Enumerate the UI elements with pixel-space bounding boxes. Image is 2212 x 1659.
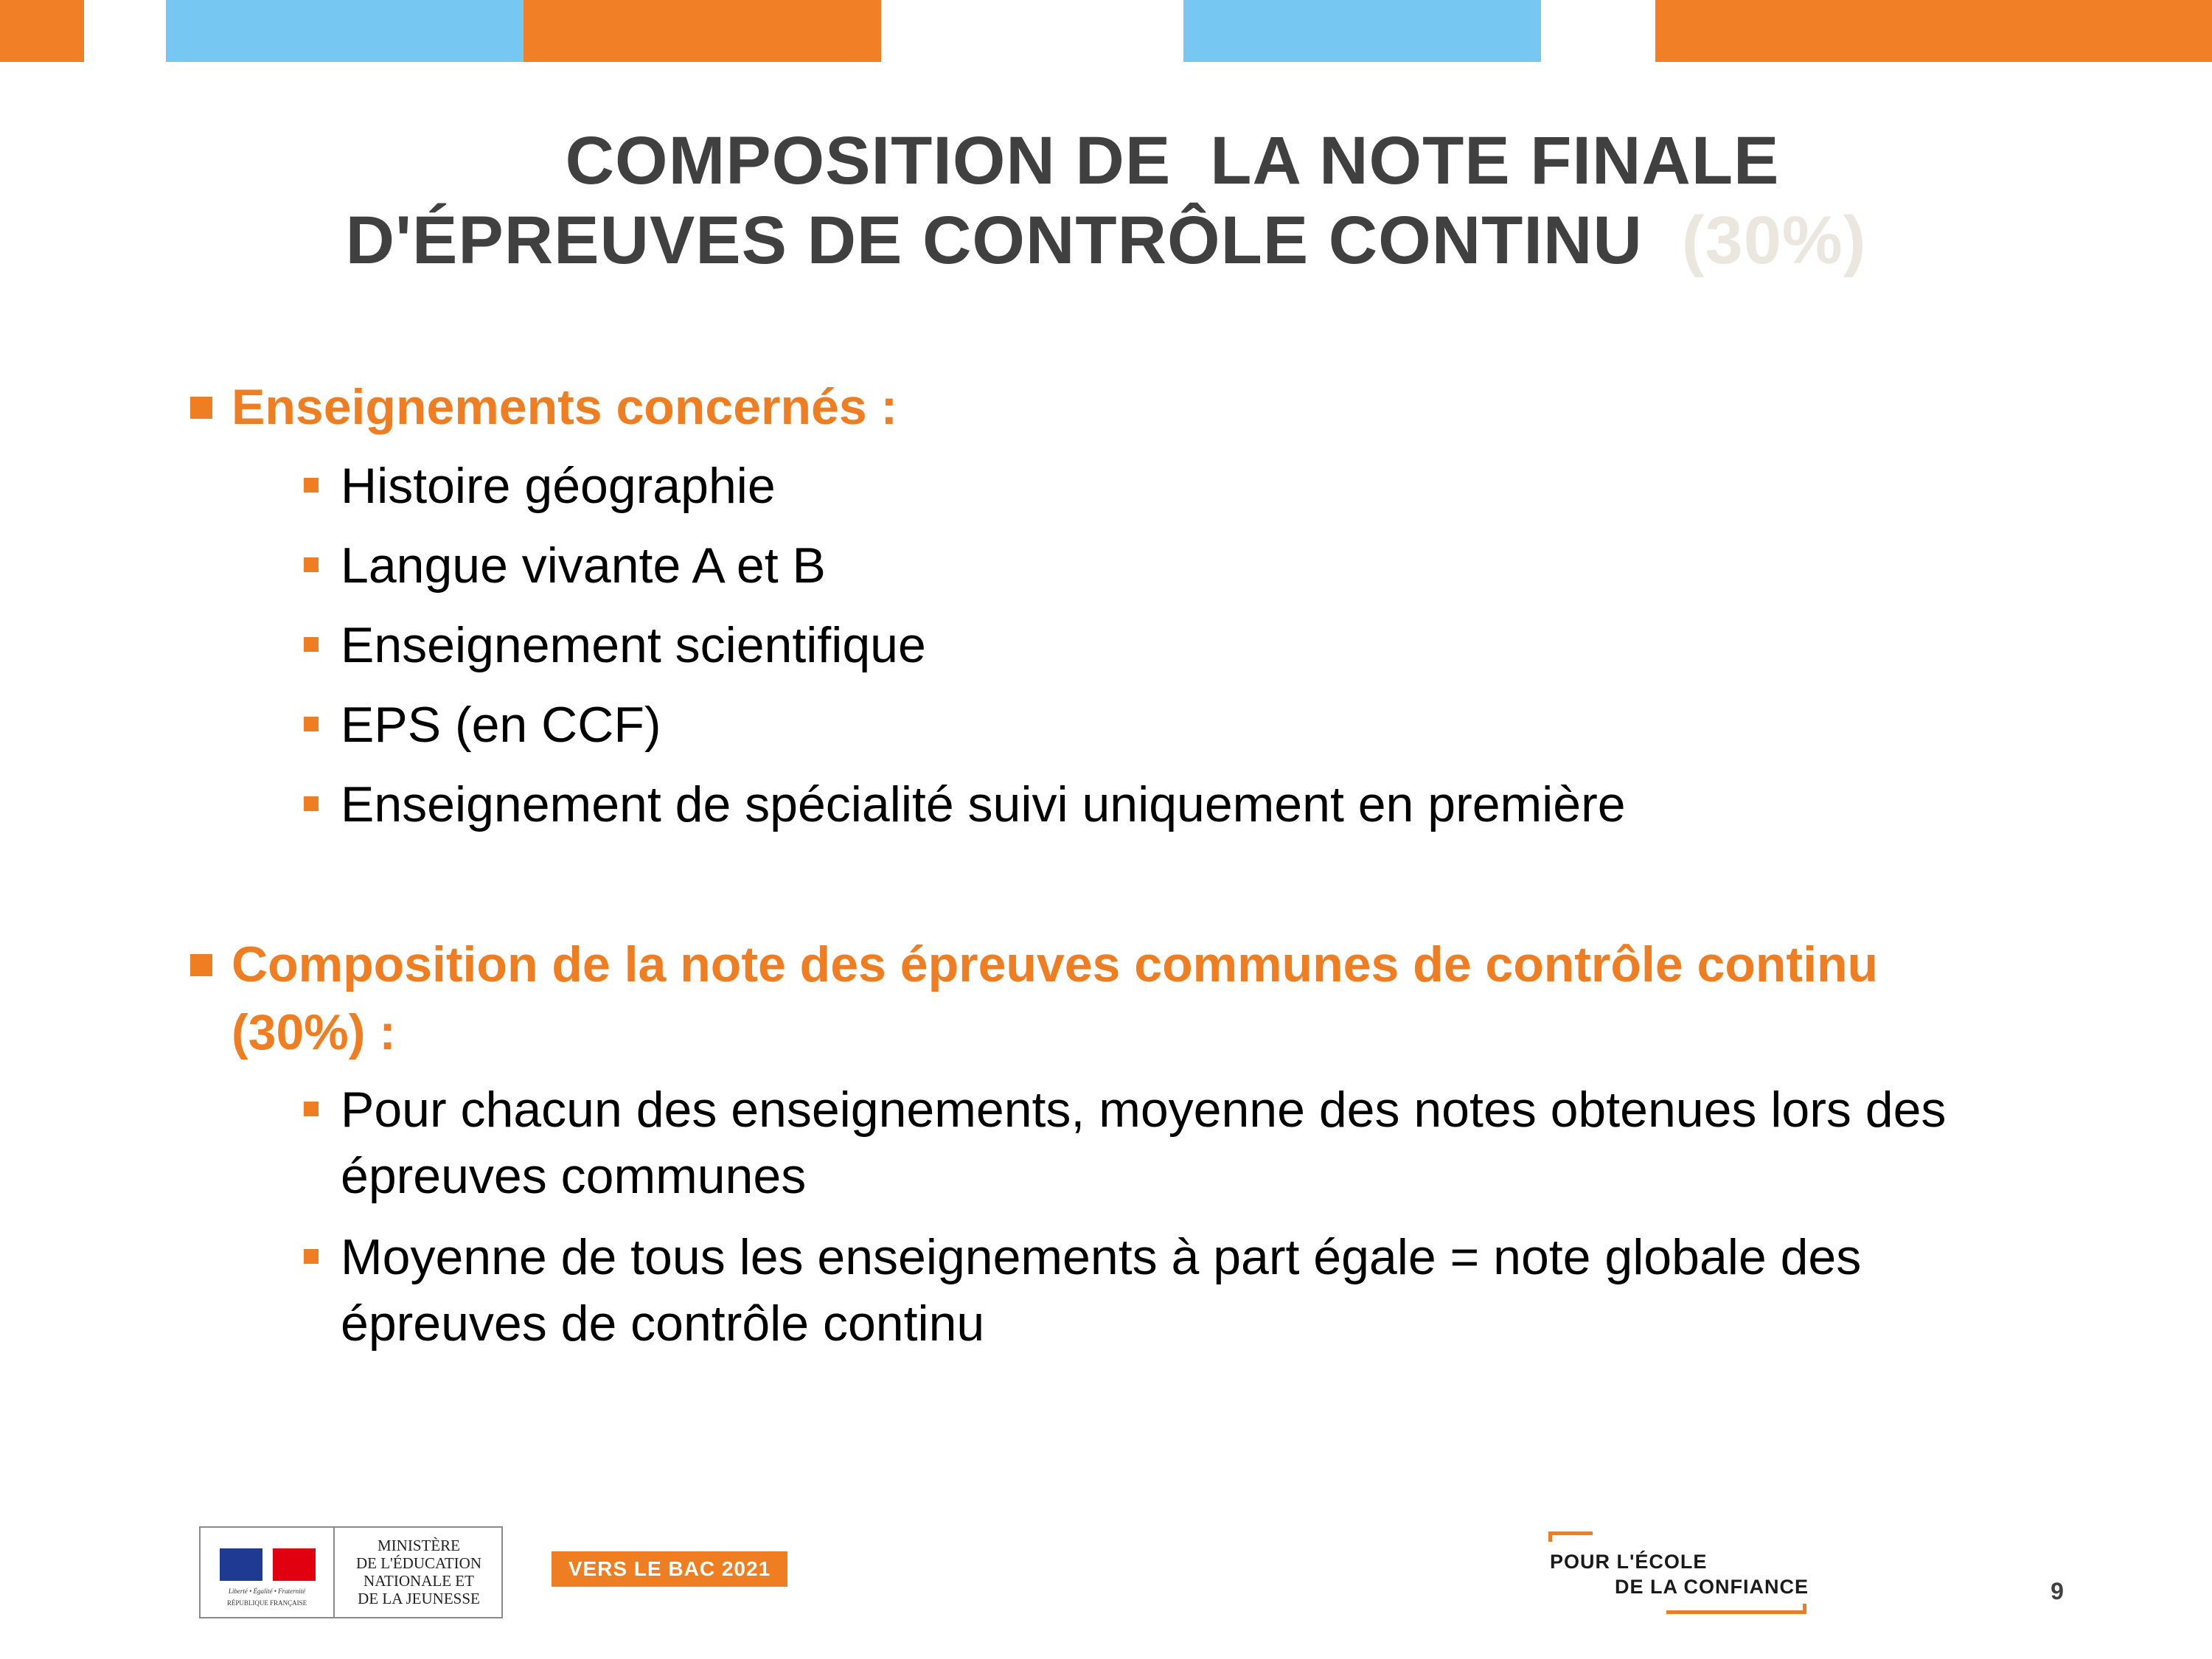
marianne-flag-icon — [220, 1548, 316, 1581]
list-item-text: EPS (en CCF) — [341, 697, 661, 753]
slide-title-line-2 — [0, 203, 2212, 278]
list-item — [304, 453, 1926, 519]
top-bar-orange-1 — [0, 0, 84, 62]
square-bullet-icon — [304, 478, 319, 493]
list-item-text: Histoire géographie — [341, 458, 776, 514]
ecole-confiance-logo — [1548, 1530, 1814, 1618]
square-bullet-icon — [304, 796, 319, 811]
list-item-text: Pour chacun des enseignements, moyenne des notes obtenues lors des épreuves communes — [341, 1082, 1947, 1204]
square-bullet-icon — [304, 557, 319, 572]
list-item — [304, 692, 1926, 758]
square-bullet-icon — [190, 397, 212, 419]
list-item-text: Langue vivante A et B — [341, 538, 826, 594]
slogan-line-1: POUR L'ÉCOLE — [1550, 1551, 1708, 1573]
slide-title-percent: (30%) — [1681, 203, 1867, 278]
square-bullet-icon — [304, 717, 319, 731]
vers-le-bac-badge: VERS LE BAC 2021 — [552, 1551, 787, 1587]
list-item — [304, 612, 1926, 678]
list-item — [304, 1077, 1963, 1209]
slide-title-line-1: COMPOSITION DE LA NOTE FINALE — [565, 123, 1780, 198]
list-item-text: Enseignement de spécialité suivi uniquement en première — [341, 776, 1626, 832]
page-number: 9 — [2051, 1578, 2064, 1604]
list-item — [304, 771, 1926, 838]
top-bar-orange-3 — [1655, 0, 2212, 62]
ministry-name: MINISTÈRE DE L'ÉDUCATION NATIONALE ET DE LA JEUNESSE — [355, 1537, 481, 1607]
list-item-text: Moyenne de tous les enseignements à part égale = note globale des épreuves de contrôle continu — [341, 1229, 1862, 1352]
marianne-logo — [201, 1528, 335, 1617]
slogan-line-2: DE LA CONFIANCE — [1615, 1576, 1809, 1598]
bracket-icon — [1666, 1604, 1806, 1614]
square-bullet-icon — [190, 954, 212, 976]
list-item — [304, 532, 1926, 599]
republic-name: RÉPUBLIQUE FRANÇAISE — [226, 1599, 307, 1607]
top-bar-orange-2 — [524, 0, 881, 62]
section-heading-text: Enseignements concernés : — [232, 379, 898, 435]
square-bullet-icon — [304, 637, 319, 652]
republic-motto: Liberté • Égalité • Fraternité — [228, 1587, 306, 1595]
top-bar-blue-2 — [1183, 0, 1541, 62]
square-bullet-icon — [304, 1102, 319, 1116]
list-item-text: Enseignement scientifique — [341, 617, 926, 673]
top-bar-blue-1 — [166, 0, 524, 62]
section-heading-2 — [190, 931, 1886, 1066]
slide-title-text: D'ÉPREUVES DE CONTRÔLE CONTINU — [345, 203, 1643, 278]
section-heading-text: Composition de la note des épreuves communes de contrôle continu (30%) : — [232, 936, 1879, 1060]
section-heading-1 — [190, 373, 2034, 441]
ministry-logo — [199, 1526, 503, 1618]
list-item — [304, 1224, 1963, 1357]
bracket-icon — [1548, 1531, 1593, 1542]
square-bullet-icon — [304, 1249, 319, 1264]
